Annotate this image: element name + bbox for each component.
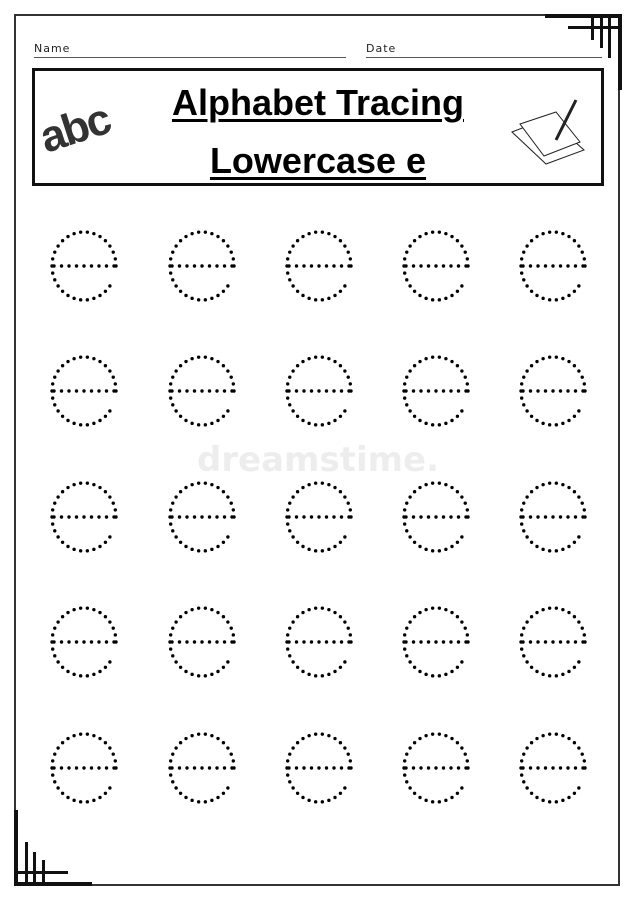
traceable-letter-e[interactable]: [402, 230, 469, 301]
traceable-letter-e[interactable]: [402, 732, 469, 803]
date-label: Date: [366, 42, 397, 55]
traceable-letter-e[interactable]: [168, 606, 235, 677]
traceable-letter-e[interactable]: [519, 355, 586, 426]
traceable-letter-e[interactable]: [519, 606, 586, 677]
traceable-letter-e[interactable]: [402, 355, 469, 426]
traceable-letter-e[interactable]: [50, 355, 117, 426]
traceable-letter-e[interactable]: [519, 481, 586, 552]
corner-ornament-top-right: [545, 14, 622, 90]
traceable-letter-e[interactable]: [285, 481, 352, 552]
corner-ornament-bottom-left: [14, 810, 92, 886]
abc-logo: abc: [33, 94, 116, 163]
name-label: Name: [34, 42, 71, 55]
traceable-letter-e[interactable]: [285, 355, 352, 426]
traceable-letter-e[interactable]: [402, 606, 469, 677]
traceable-letter-e[interactable]: [402, 481, 469, 552]
traceable-letter-e[interactable]: [519, 230, 586, 301]
traceable-letter-e[interactable]: [168, 230, 235, 301]
traceable-letter-e[interactable]: [168, 732, 235, 803]
title-line-2: Lowercase e: [209, 140, 427, 181]
traceable-letter-e[interactable]: [285, 606, 352, 677]
traceable-letter-e[interactable]: [50, 230, 117, 301]
traceable-letter-e[interactable]: [519, 732, 586, 803]
paper-pencil-icon: [512, 100, 584, 164]
watermark: dreamstime.: [196, 440, 440, 480]
traceable-letter-e[interactable]: [168, 355, 235, 426]
traceable-letter-e[interactable]: [168, 481, 235, 552]
traceable-letter-e[interactable]: [50, 732, 117, 803]
traceable-letter-e[interactable]: [285, 732, 352, 803]
traceable-letter-e[interactable]: [285, 230, 352, 301]
title-line-1: Alphabet Tracing: [171, 82, 465, 123]
traceable-letter-e[interactable]: [50, 481, 117, 552]
traceable-letter-e[interactable]: [50, 606, 117, 677]
